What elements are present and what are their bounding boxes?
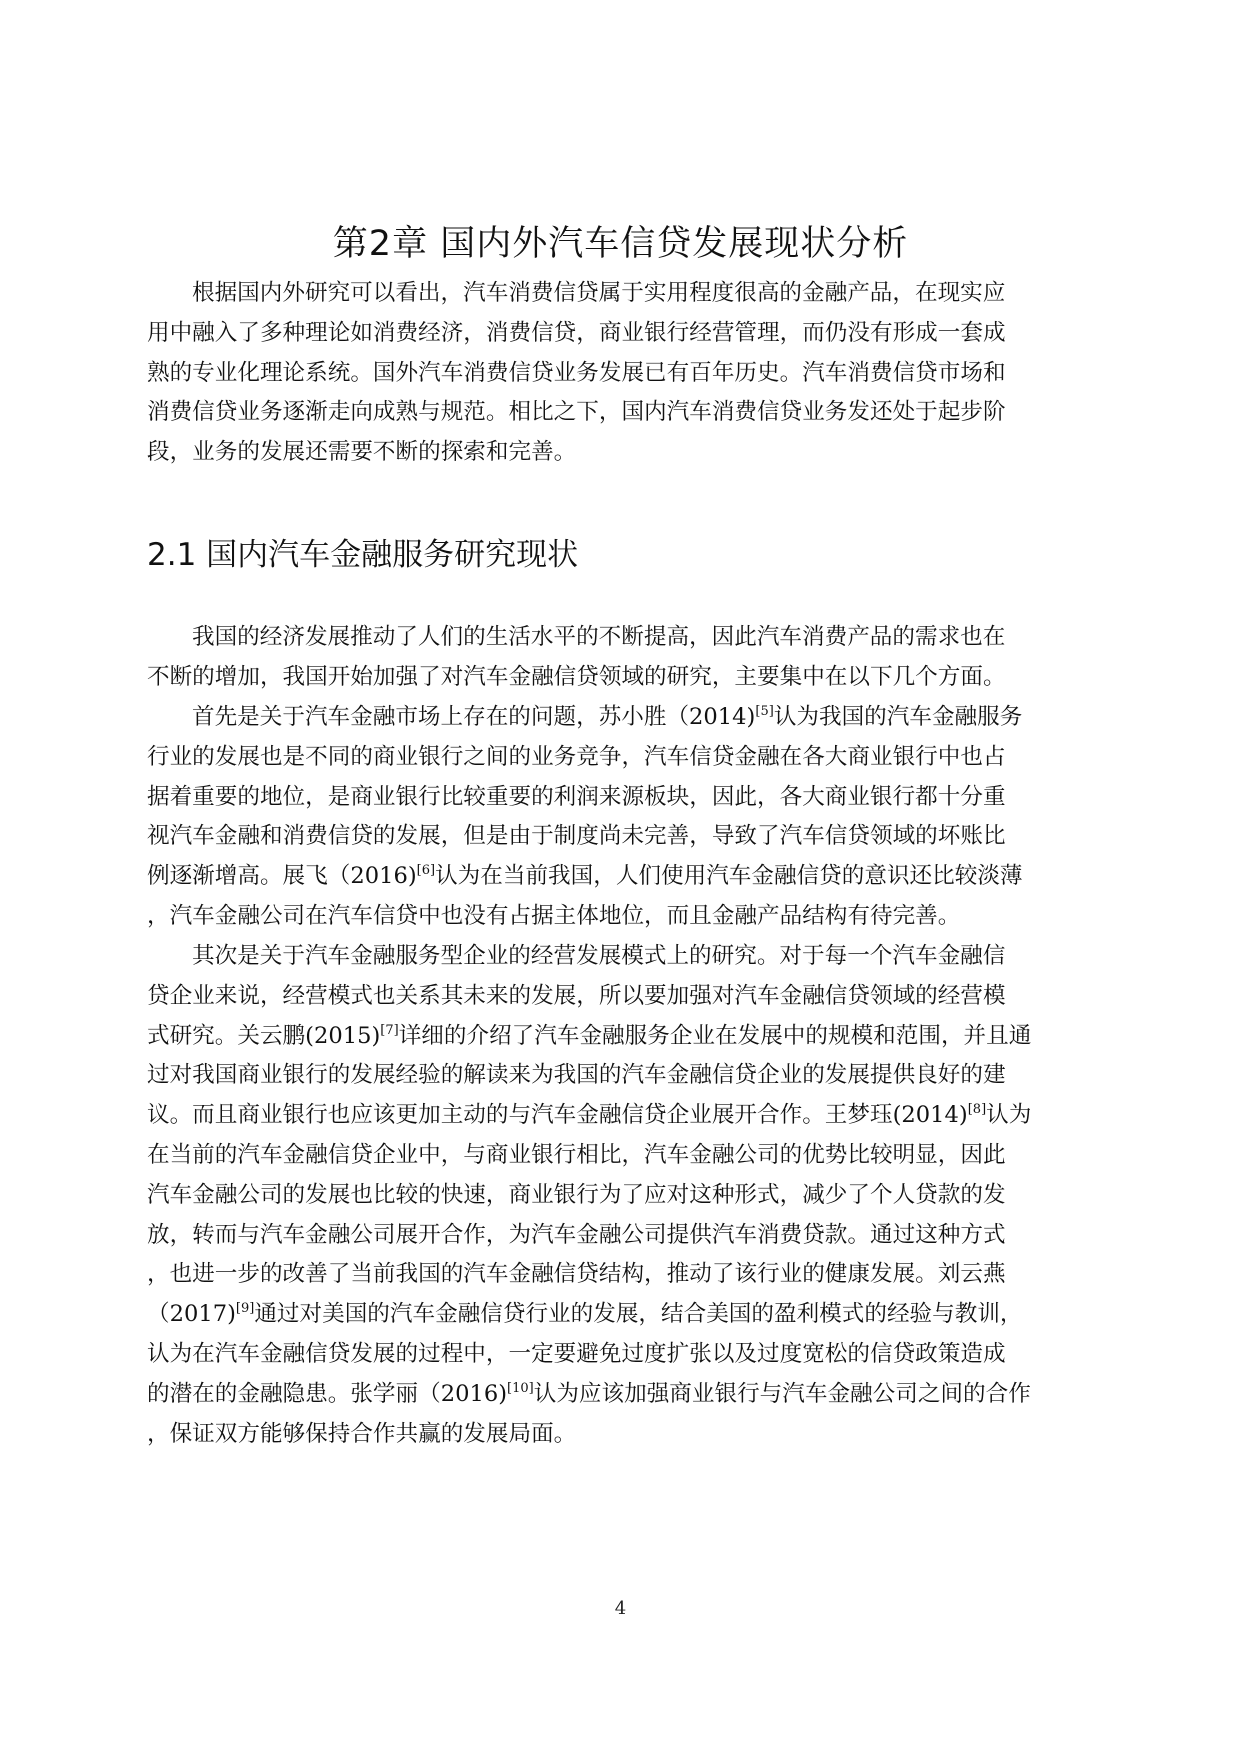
page-number: 4 bbox=[614, 1598, 627, 1619]
intro-paragraph bbox=[147, 274, 1095, 473]
text-line bbox=[147, 1375, 1095, 1415]
text-line bbox=[147, 1017, 1095, 1057]
text-line: 我国的经济发展推动了人们的生活水平的不断提高，因此汽车消费产品的需求也在 bbox=[192, 624, 1006, 650]
text-line: 不断的增加，我国开始加强了对汽车金融信贷领域的研究，主要集中在以下几个方面。 bbox=[147, 663, 1006, 690]
paragraph-1 bbox=[147, 618, 1095, 698]
text-segment: 认为在当前我国，人们使用汽车金融信贷的意识还比较淡薄 bbox=[435, 863, 1023, 890]
text-line: ，也进一步的改善了当前我国的汽车金融信贷结构，推动了该行业的健康发展。刘云燕 bbox=[147, 1261, 1006, 1288]
text-line bbox=[147, 857, 1095, 897]
text-line bbox=[147, 698, 1095, 738]
text-line: 段，业务的发展还需要不断的探索和完善。 bbox=[147, 439, 577, 466]
text-line: 熟的专业化理论系统。国外汽车消费信贷业务发展已有百年历史。汽车消费信贷市场和 bbox=[147, 359, 1006, 386]
section-title: 2.1 国内汽车金融服务研究现状 bbox=[147, 537, 579, 573]
text-line: 据着重要的地位，是商业银行比较重要的利润来源板块，因此，各大商业银行都十分重 bbox=[147, 783, 1006, 810]
text-line: ，汽车金融公司在汽车信贷中也没有占据主体地位，而且金融产品结构有待完善。 bbox=[147, 902, 961, 929]
citation-ref: [8] bbox=[967, 1102, 987, 1118]
text-line: 汽车金融公司的发展也比较的快速，商业银行为了应对这种形式，减少了个人贷款的发 bbox=[147, 1181, 1006, 1208]
citation-ref: [10] bbox=[507, 1380, 534, 1396]
text-line: 消费信贷业务逐渐走向成熟与规范。相比之下，国内汽车消费信贷业务发还处于起步阶 bbox=[147, 399, 1006, 426]
paragraph-3 bbox=[147, 937, 1095, 1454]
text-line: 视汽车金融和消费信贷的发展，但是由于制度尚未完善，导致了汽车信贷领域的坏账比 bbox=[147, 823, 1006, 850]
text-line: 过对我国商业银行的发展经验的解读来为我国的汽车金融信贷企业的发展提供良好的建 bbox=[147, 1062, 1006, 1089]
citation-ref: [9] bbox=[235, 1301, 255, 1317]
text-segment: 认为我国的汽车金融服务 bbox=[773, 704, 1023, 730]
text-line: 认为在汽车金融信贷发展的过程中，一定要避免过度扩张以及过度宽松的信贷政策造成 bbox=[147, 1340, 1006, 1367]
citation-ref: [7] bbox=[380, 1022, 399, 1038]
text-segment: 认为 bbox=[986, 1102, 1032, 1129]
chapter-title: 第2章 国内外汽车信贷发展现状分析 bbox=[332, 224, 909, 264]
text-line: 根据国内外研究可以看出，汽车消费信贷属于实用程度很高的金融产品，在现实应 bbox=[192, 280, 1006, 306]
citation-ref: [5] bbox=[755, 704, 774, 719]
text-line: 贷企业来说，经营模式也关系其未来的发展，所以要加强对汽车金融信贷领域的经营模 bbox=[147, 982, 1006, 1009]
text-segment: 的潜在的金融隐患。张学丽（2016) bbox=[147, 1380, 508, 1407]
text-line: 其次是关于汽车金融服务型企业的经营发展模式上的研究。对于每一个汽车金融信 bbox=[192, 943, 1006, 969]
citation-ref: [6] bbox=[416, 863, 436, 879]
paragraph-2 bbox=[147, 698, 1095, 937]
text-segment: 通过对美国的汽车金融信贷行业的发展，结合美国的盈利模式的经验与教训， bbox=[254, 1301, 1023, 1328]
text-segment: 例逐渐增高。展飞（2016) bbox=[147, 863, 417, 890]
text-line bbox=[147, 1096, 1095, 1136]
text-segment: 首先是关于汽车金融市场上存在的问题，苏小胜（2014) bbox=[192, 704, 756, 730]
text-line: 用中融入了多种理论如消费经济，消费信贷，商业银行经营管理，而仍没有形成一套成 bbox=[147, 319, 1006, 346]
text-line: ，保证双方能够保持合作共赢的发展局面。 bbox=[147, 1420, 577, 1447]
text-line: 行业的发展也是不同的商业银行之间的业务竞争，汽车信贷金融在各大商业银行中也占 bbox=[147, 743, 1006, 770]
text-line: 放，转而与汽车金融公司展开合作，为汽车金融公司提供汽车消费贷款。通过这种方式 bbox=[147, 1221, 1006, 1248]
text-segment: 议。而且商业银行也应该更加主动的与汽车金融信贷企业展开合作。王梦珏(2014) bbox=[147, 1102, 968, 1129]
text-segment: 认为应该加强商业银行与汽车金融公司之间的合作 bbox=[533, 1380, 1031, 1407]
text-line bbox=[147, 1295, 1095, 1335]
text-segment: （2017) bbox=[147, 1301, 236, 1328]
text-segment: 详细的介绍了汽车金融服务企业在发展中的规模和范围，并且通 bbox=[398, 1022, 1032, 1049]
text-segment: 式研究。关云鹏(2015) bbox=[147, 1022, 381, 1049]
text-line: 在当前的汽车金融信贷企业中，与商业银行相比，汽车金融公司的优势比较明显，因此 bbox=[147, 1141, 1006, 1168]
